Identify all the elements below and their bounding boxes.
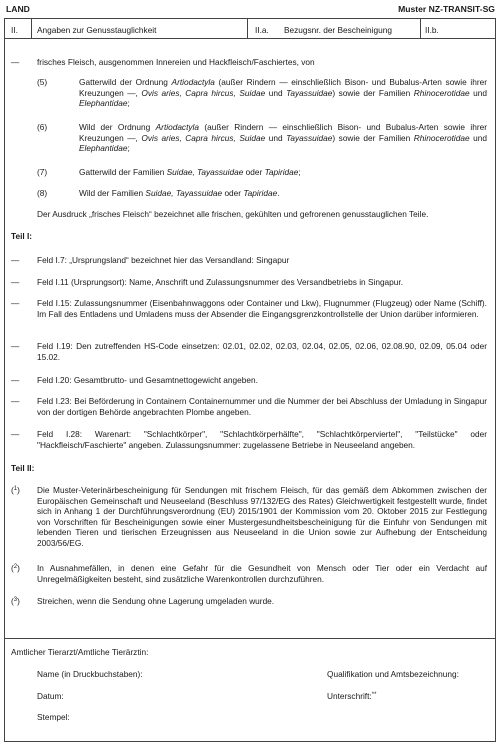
section-header-row	[5, 19, 495, 39]
signature-section	[5, 638, 495, 743]
subsection-b: II.b.	[425, 25, 439, 35]
name-field-label: Name (in Druckbuchstaben):	[37, 669, 143, 679]
vet-title: Amtlicher Tierarzt/Amtliche Tierärztin:	[11, 647, 149, 657]
divider	[247, 19, 248, 39]
reference-label: Bezugsnr. der Bescheinigung	[284, 25, 392, 35]
note-entry: Feld I.20: Gesamtbrutto- und Gesamtnettogewicht angeben.	[37, 375, 258, 385]
subsection-a: II.a.	[255, 25, 269, 35]
note-entry: Feld I.23: Bei Beförderung in Containern Containernummer und die Nummer der bei Abschluss der Umladung in Singapur von der dortigen Behörde angebrachten Plombe angeben.	[37, 396, 487, 417]
item-number: (8)	[37, 188, 48, 198]
bullet-dash: —	[11, 57, 20, 67]
item-number: (5)	[37, 77, 48, 87]
section-number: II.	[11, 25, 18, 35]
fresh-meat-definition: Der Ausdruck „frisches Fleisch“ bezeichnet alle frischen, gekühlten und gefrorenen genusstauglichen Teile.	[37, 209, 429, 219]
item-number: (6)	[37, 122, 48, 132]
signature-field-label: Unterschrift:**	[327, 691, 377, 701]
note-entry: Feld I.19: Den zutreffenden HS-Code einsetzen: 02.01, 02.02, 02.03, 02.04, 02.05, 02.06, 02.08.90, 02.09, 05.04 oder 15.02.	[37, 341, 487, 362]
footnote-text: Die Muster-Veterinärbescheinigung für Sendungen mit frischem Fleisch, für das gemäß dem Abkommen zwischen der Europäischen Gemeinschaft und Neuseeland (Beschluss 97/132/EG des Rates) Gleichwertigkeit festgestellt wurde, findet sich in Anhang 1 der Durchführungsverordnung (EU) 2015/1901 der Kommission vom 20. Oktober 2015 zur Festlegung von Vorschriften für Bescheinigungen sowie einer Mustergesundheitsbescheinigung für die Einfuhr von Sendungen mit lebenden Tieren und tierischen Erzeugnissen aus Neuseeland in die Union sowie zur Aufhebung der Entscheidung 2003/56/EG.	[37, 485, 487, 549]
item-number: (7)	[37, 167, 48, 177]
certificate-frame	[4, 18, 496, 742]
item-text: Wild der Ordnung Artiodactyla (außer Rindern — einschließlich Bison- und Bubalus-Arten sowie ihrer Kreuzungen —, Ovis aries, Capra hircus, Suidae und Tayassuidae) sowie der Familien Rhinocerotidae und Elephantidae;	[79, 122, 487, 154]
note-entry: Feld I.28: Warenart: "Schlachtkörper", "Schlachtkörperhälfte", "Schlachtkörperviertel", "Teilstücke" oder "Hackfleisch/Faschierte" angeben. Zulassungsnummer: zugelassene Betriebe in Neuseeland angeben.	[37, 429, 487, 450]
bullet-dash: —	[11, 341, 20, 351]
bullet-dash: —	[11, 396, 20, 406]
item-text: Gatterwild der Ordnung Artiodactyla (außer Rindern — einschließlich Bison- und Bubalus-Arten sowie ihrer Kreuzungen —, Ovis aries, Capra hircus, Suidae und Tayassuidae) sowie der Familien Rhinocerotidae und Elephantidae;	[79, 77, 487, 109]
note-entry: Feld I.15: Zulassungsnummer (Eisenbahnwaggons oder Container und Lkw), Flugnummer (Flugzeug) oder Name (Schiff). Im Fall des Entladens und Umladens muss der Absender die Eingangsgrenzkontrollstelle der Union darüber informieren.	[37, 298, 487, 319]
divider	[31, 19, 32, 39]
item-text: Wild der Familien Suidae, Tayassuidae oder Tapiridae.	[79, 188, 280, 198]
country-label: LAND	[6, 4, 30, 14]
bullet-dash: —	[11, 255, 20, 265]
model-label: Muster NZ-TRANSIT-SG	[398, 4, 495, 14]
section-title: Angaben zur Genusstauglichkeit	[37, 25, 157, 35]
bullet-dash: —	[11, 375, 20, 385]
note-entry: Feld I.11 (Ursprungsort): Name, Anschrift und Zulassungsnummer des Versandbetriebs in Singapur.	[37, 277, 404, 287]
part-one-title: Teil I:	[11, 231, 33, 241]
note-entry: Feld I.7: „Ursprungsland“ bezeichnet hier das Versandland: Singapur	[37, 255, 290, 265]
footnote-text: Streichen, wenn die Sendung ohne Lagerung umgeladen wurde.	[37, 596, 275, 606]
divider	[420, 19, 421, 39]
footnote-text: In Ausnahmefällen, in denen eine Gefahr für die Gesundheit von Mensch oder Tier oder ein Verdacht auf Unregelmäßigkeiten besteht, sind zusätzliche Warenkontrollen durchzuführen.	[37, 563, 487, 584]
footnote-marker: ($^2$)	[11, 563, 20, 573]
bullet-dash: —	[11, 298, 20, 308]
stamp-field-label: Stempel:	[37, 712, 70, 722]
footnote-marker: ($^1$)	[11, 485, 20, 495]
intro-text: frisches Fleisch, ausgenommen Innereien und Hackfleisch/Faschiertes, von	[37, 57, 315, 67]
qualification-field-label: Qualifikation und Amtsbezeichnung:	[327, 669, 459, 679]
footnote-marker: ($^3$)	[11, 596, 20, 606]
part-two-title: Teil II:	[11, 463, 35, 473]
bullet-dash: —	[11, 277, 20, 287]
date-field-label: Datum:	[37, 691, 64, 701]
page-header	[6, 4, 495, 16]
item-text: Gatterwild der Familien Suidae, Tayassuidae oder Tapiridae;	[79, 167, 301, 177]
bullet-dash: —	[11, 429, 20, 439]
